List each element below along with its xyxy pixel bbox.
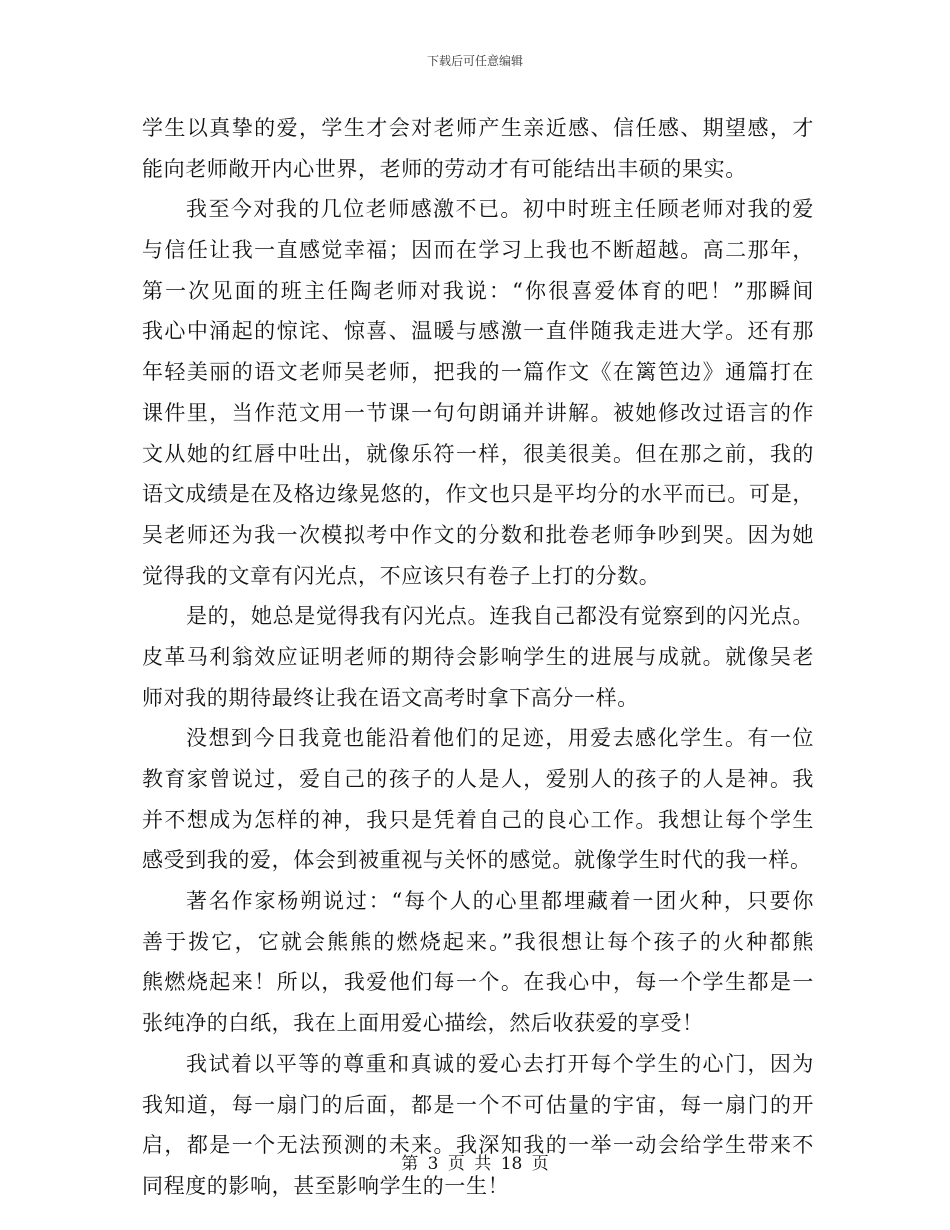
text-line: 语文成绩是在及格边缘晃悠的，作文也只是平均分的水平而已。可是，	[142, 482, 814, 507]
text-line: 师对我的期待最终让我在语文高考时拿下高分一样。	[142, 685, 639, 710]
text-line: 我至今对我的几位老师感激不已。初中时班主任顾老师对我的爱	[186, 197, 814, 222]
text-line: 与信任让我一直感觉幸福；因而在学习上我也不断超越。高二那年，	[142, 238, 814, 263]
text-line: 张纯净的白纸，我在上面用爱心描绘，然后收获爱的享受！	[142, 1011, 704, 1036]
text-line: 我试着以平等的尊重和真诚的爱心去打开每个学生的心门，因为	[186, 1051, 814, 1076]
text-line: 第一次见面的班主任陶老师对我说：“你很喜爱体育的吧！”那瞬间	[142, 278, 814, 303]
text-line: 启，都是一个无法预测的未来。我深知我的一举一动会给学生带来不	[142, 1133, 814, 1158]
paragraph	[142, 189, 814, 596]
text-line: 熊燃烧起来！所以，我爱他们每一个。在我心中，每一个学生都是一	[142, 970, 814, 995]
text-line: 课件里，当作范文用一节课一句句朗诵并讲解。被她修改过语言的作	[142, 400, 814, 425]
text-line: 我心中涌起的惊诧、惊喜、温暖与感激一直伴随我走进大学。还有那	[142, 319, 814, 344]
text-line: 吴老师还为我一次模拟考中作文的分数和批卷老师争吵到哭。因为她	[142, 522, 814, 547]
paragraph	[142, 108, 814, 189]
text-line: 年轻美丽的语文老师吴老师，把我的一篇作文《在篱笆边》通篇打在	[142, 360, 814, 385]
text-line: 善于拨它，它就会熊熊的燃烧起来。”我很想让每个孩子的火种都熊	[142, 929, 814, 954]
document-body	[142, 108, 814, 1207]
text-line: 觉得我的文章有闪光点，不应该只有卷子上打的分数。	[142, 563, 661, 588]
text-line: 我知道，每一扇门的后面，都是一个不可估量的宇宙，每一扇门的开	[142, 1092, 814, 1117]
text-line: 并不想成为怎样的神，我只是凭着自己的良心工作。我想让每个学生	[142, 807, 814, 832]
text-line: 教育家曾说过，爱自己的孩子的人是人，爱别人的孩子的人是神。我	[142, 767, 814, 791]
text-line: 皮革马利翁效应证明老师的期待会影响学生的进展与成就。就像吴老	[142, 644, 814, 669]
text-line: 是的，她总是觉得我有闪光点。连我自己都没有觉察到的闪光点。	[186, 604, 814, 629]
paragraph	[142, 596, 814, 718]
text-line: 学生以真挚的爱，学生才会对老师产生亲近感、信任感、期望感，才	[142, 116, 814, 140]
page-number: 第 3 页 共 18 页	[401, 1154, 549, 1174]
page-header: 下载后可任意编辑	[426, 54, 523, 68]
paragraph	[142, 1044, 814, 1207]
text-line: 著名作家杨朔说过：“每个人的心里都埋藏着一团火种，只要你	[186, 889, 814, 914]
paragraph	[142, 718, 814, 881]
text-line: 能向老师敞开内心世界，老师的劳动才有可能结出丰硕的果实。	[142, 156, 747, 181]
text-line: 文从她的红唇中吐出，就像乐符一样，很美很美。但在那之前，我的	[142, 441, 814, 466]
text-line: 感受到我的爱，体会到被重视与关怀的感觉。就像学生时代的我一样。	[142, 848, 812, 873]
paragraph	[142, 881, 814, 1044]
text-line: 没想到今日我竟也能沿着他们的足迹，用爱去感化学生。有一位	[186, 726, 814, 751]
text-line: 同程度的影响，甚至影响学生的一生！	[142, 1173, 510, 1198]
